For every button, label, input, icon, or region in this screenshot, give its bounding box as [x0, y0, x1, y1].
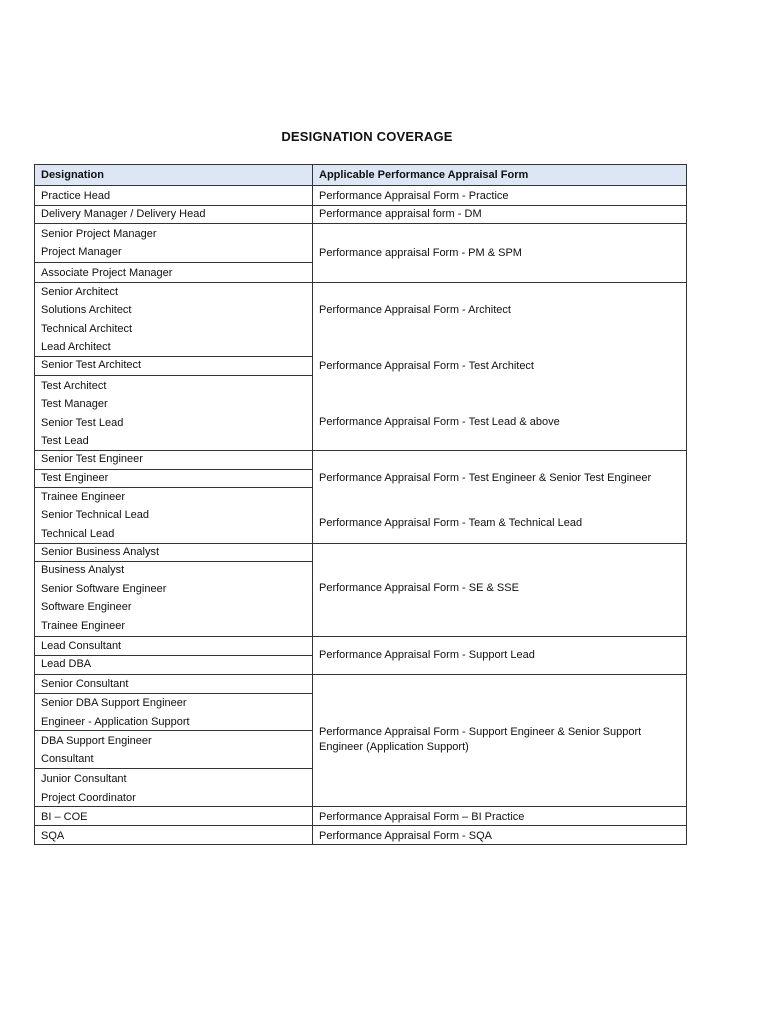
- designation-cell: Senior Test Architect: [41, 359, 142, 371]
- form-cell: Performance Appraisal Form - Test Lead & above: [319, 416, 560, 428]
- designation-cell: Project Coordinator: [41, 792, 136, 804]
- form-cell: Performance Appraisal Form - Team & Technical Lead: [319, 517, 583, 529]
- row-divider: [35, 205, 686, 206]
- designation-cell: DBA Support Engineer: [41, 735, 152, 747]
- designation-cell: Lead Architect: [41, 341, 111, 353]
- designation-cell: Senior Project Manager: [41, 228, 157, 240]
- row-divider: [35, 636, 686, 637]
- designation-cell: BI – COE: [41, 811, 88, 823]
- row-divider: [35, 561, 312, 562]
- row-divider: [35, 469, 312, 470]
- designation-cell: Junior Consultant: [41, 773, 127, 785]
- row-divider: [35, 768, 312, 769]
- header-form: Applicable Performance Appraisal Form: [319, 169, 529, 181]
- designation-cell: Engineer - Application Support: [41, 716, 190, 728]
- designation-cell: Senior Software Engineer: [41, 583, 167, 595]
- designation-cell: Senior DBA Support Engineer: [41, 697, 187, 709]
- designation-cell: Test Lead: [41, 435, 89, 447]
- form-cell: Performance Appraisal Form - Test Engineer & Senior Test Engineer: [319, 472, 652, 484]
- row-divider: [35, 730, 312, 731]
- designation-cell: Delivery Manager / Delivery Head: [41, 208, 206, 220]
- form-cell: Performance Appraisal Form - Practice: [319, 190, 509, 202]
- designation-cell: Senior Consultant: [41, 678, 129, 690]
- designation-cell: SQA: [41, 830, 65, 842]
- row-divider: [35, 543, 686, 544]
- row-divider: [35, 356, 312, 357]
- form-cell: Performance Appraisal Form - Support Engineer & Senior Support Engineer (Application Support): [319, 726, 642, 753]
- designation-cell: Technical Architect: [41, 323, 133, 335]
- row-divider: [35, 674, 686, 675]
- designation-cell: Senior Test Engineer: [41, 453, 143, 465]
- designation-cell: Practice Head: [41, 190, 111, 202]
- form-cell: Performance Appraisal Form - SQA: [319, 830, 493, 842]
- designation-table: [34, 164, 687, 845]
- designation-cell: Test Manager: [41, 398, 108, 410]
- form-cell: Performance Appraisal Form - SE & SSE: [319, 582, 519, 594]
- designation-cell: Test Engineer: [41, 472, 109, 484]
- designation-cell: Senior Technical Lead: [41, 509, 150, 521]
- row-divider: [35, 375, 312, 376]
- page-title: DESIGNATION COVERAGE: [281, 129, 453, 144]
- row-divider: [35, 693, 312, 694]
- row-divider: [35, 450, 686, 451]
- designation-cell: Senior Architect: [41, 286, 119, 298]
- designation-cell: Lead Consultant: [41, 640, 122, 652]
- designation-cell: Consultant: [41, 753, 94, 765]
- designation-cell: Senior Test Lead: [41, 417, 124, 429]
- column-divider: [312, 165, 313, 844]
- designation-cell: Associate Project Manager: [41, 267, 173, 279]
- designation-cell: Technical Lead: [41, 528, 115, 540]
- form-cell: Performance appraisal form - DM: [319, 208, 482, 220]
- designation-cell: Senior Business Analyst: [41, 546, 160, 558]
- row-divider: [35, 806, 686, 807]
- form-cell: Performance Appraisal Form - Architect: [319, 304, 511, 316]
- row-divider: [35, 282, 686, 283]
- designation-cell: Project Manager: [41, 246, 122, 258]
- form-cell: Performance Appraisal Form – BI Practice: [319, 811, 525, 823]
- designation-cell: Solutions Architect: [41, 304, 132, 316]
- form-cell: Performance Appraisal Form - Test Architect: [319, 360, 534, 372]
- row-divider: [35, 185, 686, 186]
- row-divider: [35, 655, 312, 656]
- designation-cell: Lead DBA: [41, 658, 92, 670]
- row-divider: [35, 223, 686, 224]
- form-cell: Performance Appraisal Form - Support Lead: [319, 649, 535, 661]
- designation-cell: Test Architect: [41, 380, 107, 392]
- form-cell: Performance appraisal Form - PM & SPM: [319, 247, 522, 259]
- row-divider: [35, 825, 686, 826]
- row-divider: [35, 487, 312, 488]
- designation-cell: Software Engineer: [41, 601, 132, 613]
- designation-cell: Trainee Engineer: [41, 491, 125, 503]
- designation-cell: Business Analyst: [41, 564, 125, 576]
- header-designation: Designation: [41, 169, 104, 181]
- designation-cell: Trainee Engineer: [41, 620, 125, 632]
- row-divider: [35, 262, 312, 263]
